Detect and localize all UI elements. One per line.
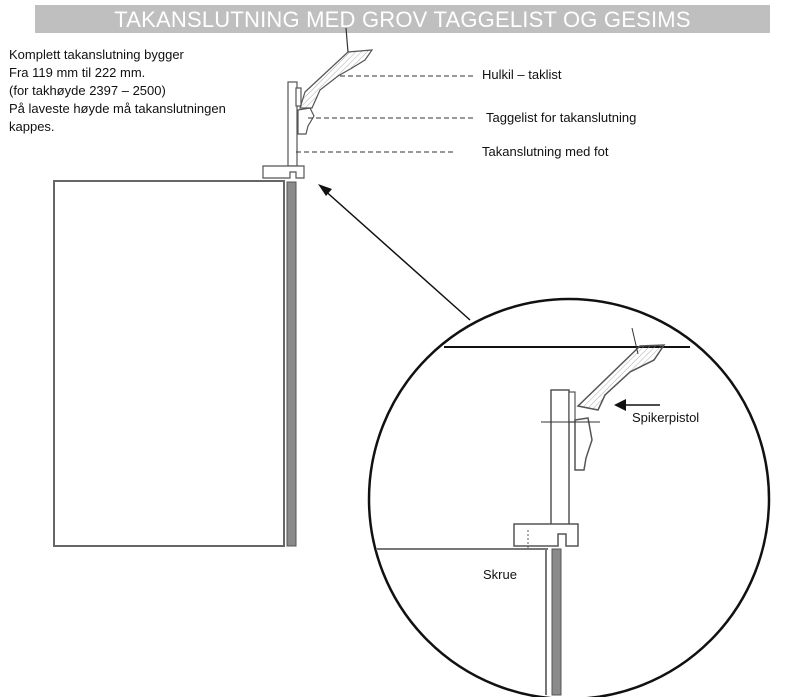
intro-line: Fra 119 mm til 222 mm. [9, 65, 146, 80]
label-hulkil: Hulkil – taklist [482, 67, 562, 82]
intro-line: Komplett takanslutning bygger [9, 47, 184, 62]
ceiling-profile-small [263, 28, 372, 178]
intro-line: (for takhøyde 2397 – 2500) [9, 83, 166, 98]
label-spikerpistol: Spikerpistol [632, 410, 700, 425]
intro-line: kappes. [9, 119, 55, 134]
label-takanslutning: Takanslutning med fot [482, 144, 609, 159]
detail-magnifier [369, 299, 769, 697]
detail-arrow [318, 184, 470, 320]
cabinet-body [54, 181, 284, 546]
intro-line: På laveste høyde må takanslutningen [9, 101, 226, 116]
cabinet-door-panel [287, 182, 296, 546]
page-title: TAKANSLUTNING MED GROV TAGGELIST OG GESIMS [114, 7, 691, 32]
label-skrue: Skrue [483, 567, 517, 582]
label-taggelist: Taggelist for takanslutning [486, 110, 637, 125]
